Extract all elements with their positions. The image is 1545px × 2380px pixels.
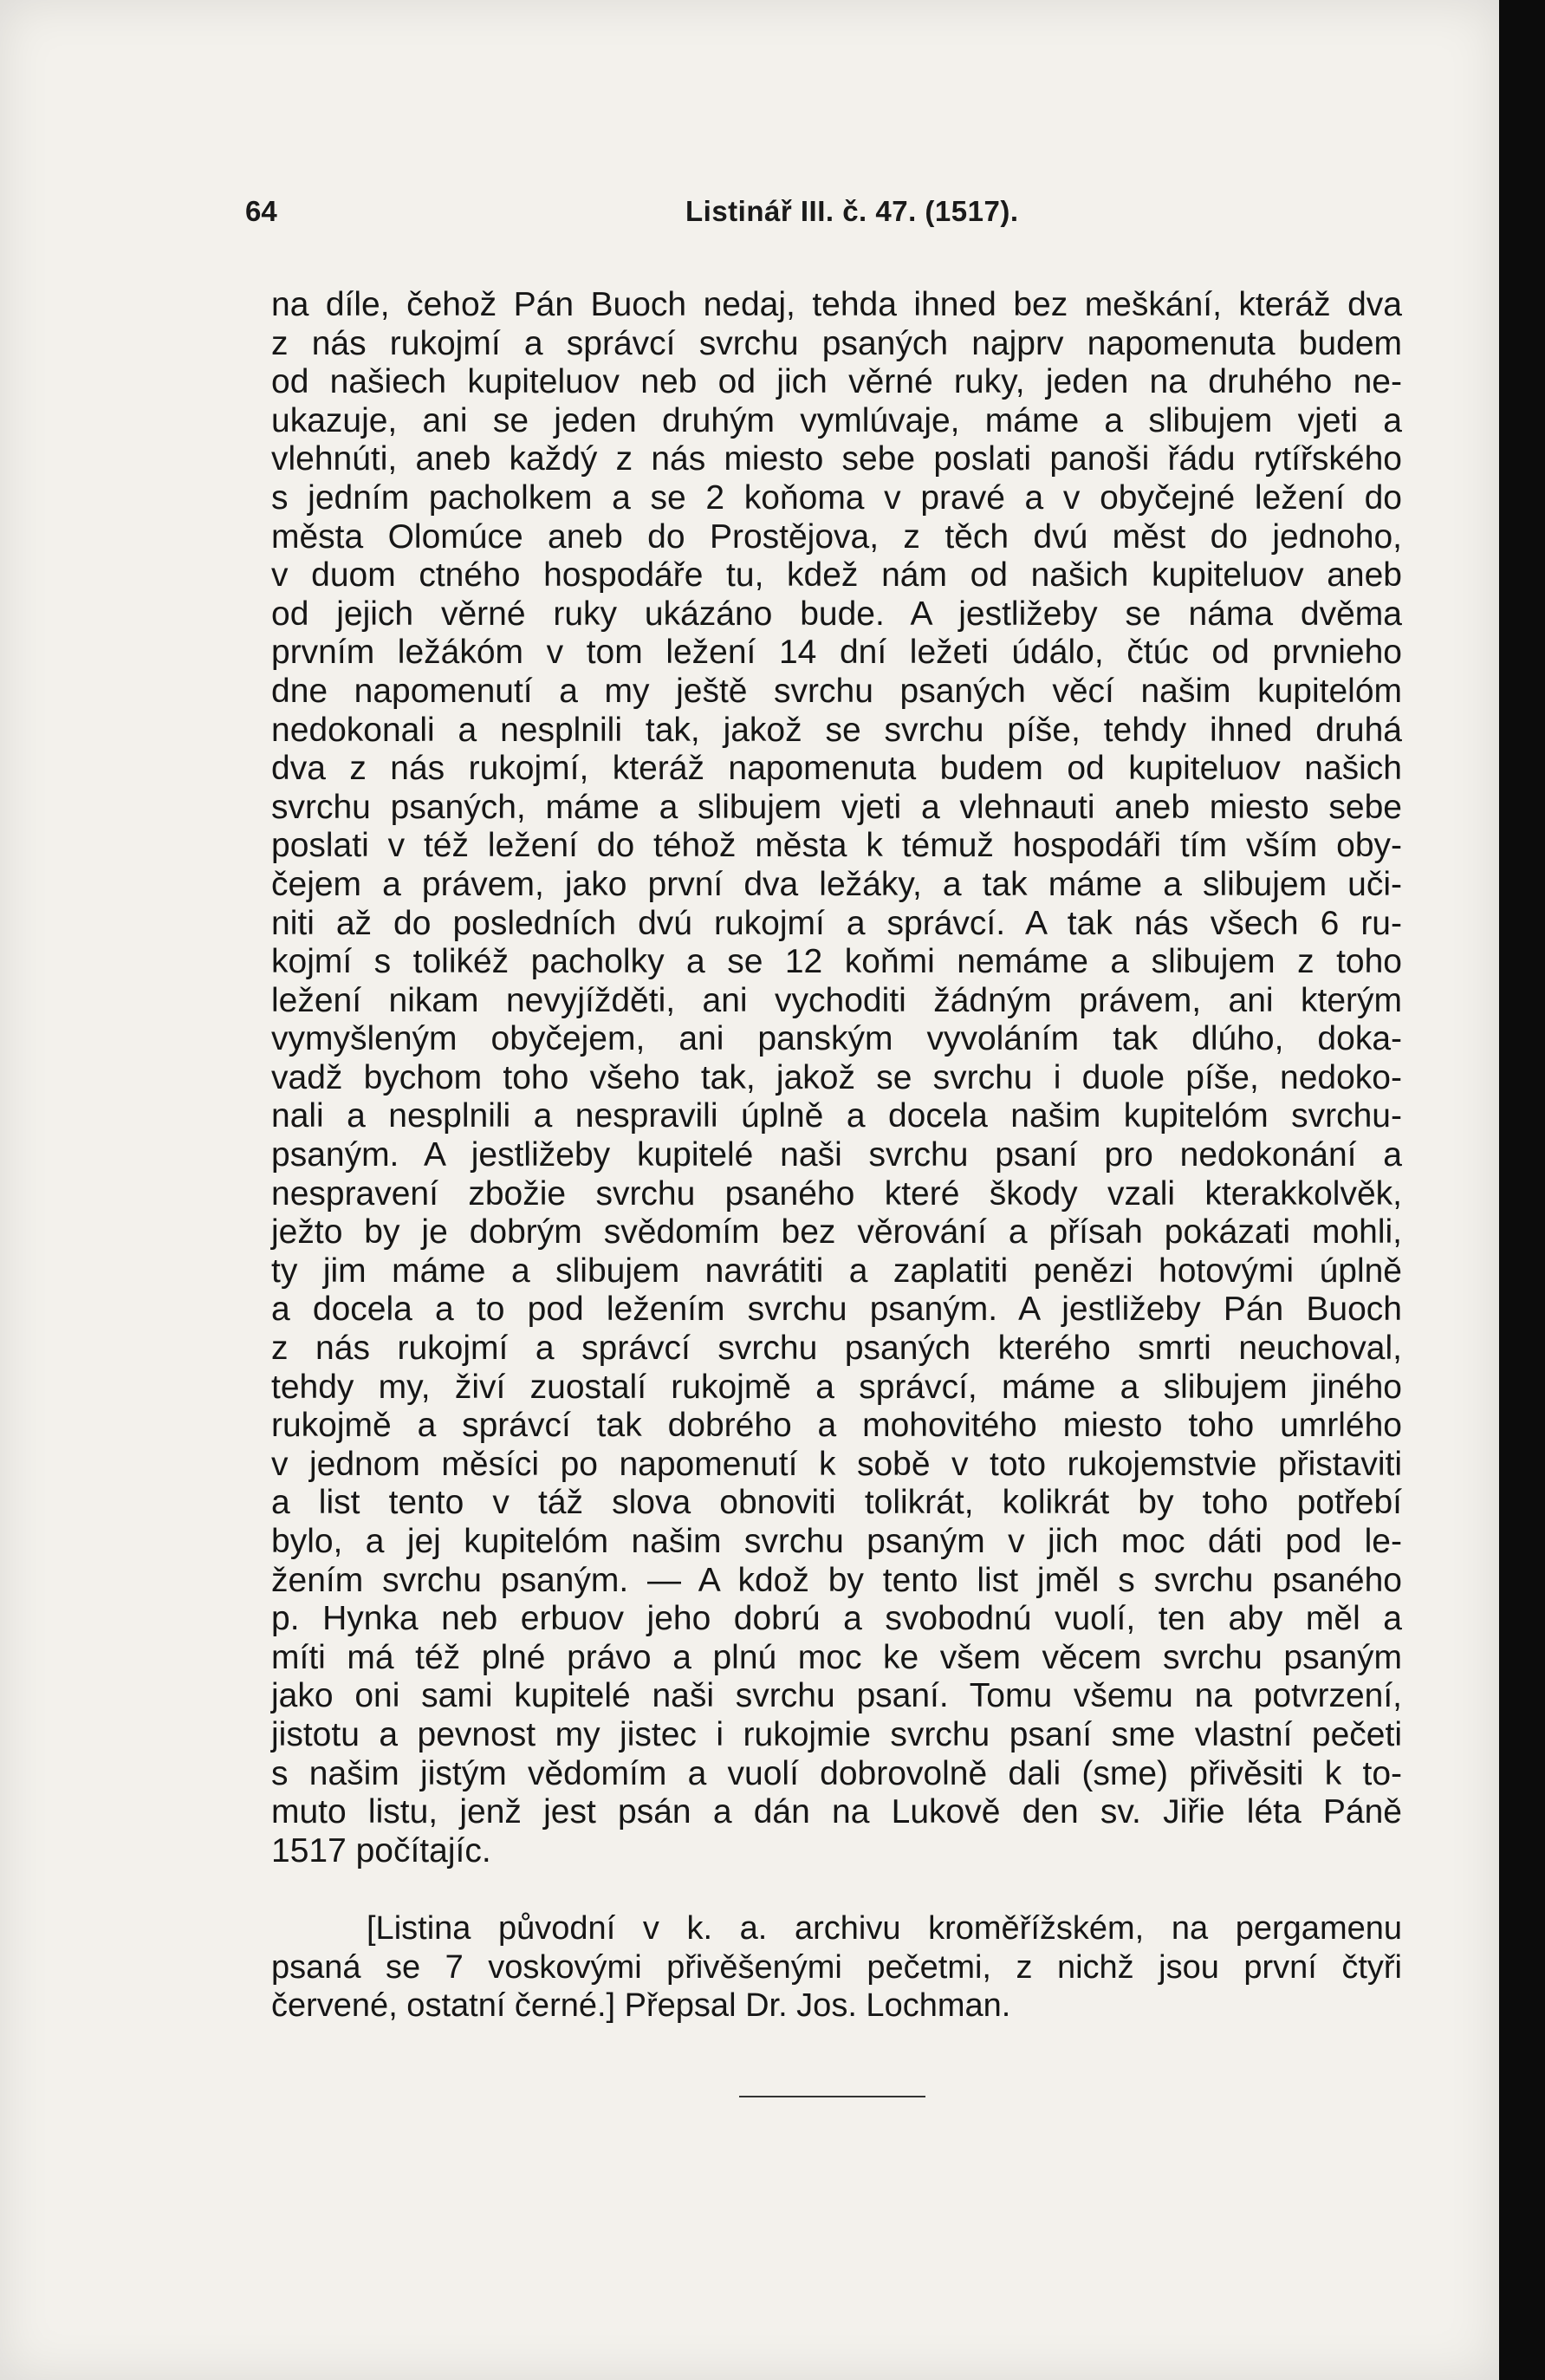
text-line: ježto by je dobrým svědomím bez věrování a přísah pokázati mohli, — [271, 1213, 1402, 1252]
text-line: jistotu a pevnost my jistec i rukojmie svrchu psaní sme vlastní pečeti — [271, 1715, 1402, 1753]
text-line: muto listu, jenž jest psán a dán na Lukově den sv. Jiřie léta Páně — [271, 1793, 1402, 1831]
text-line: v jednom měsíci po napomenutí k sobě v toto rukojemstvie přistaviti — [271, 1445, 1402, 1483]
text-line: na díle, čehož Pán Buoch nedaj, tehda ihned bez meškání, kteráž dva — [271, 286, 1402, 323]
text-line: a docela a to pod ležením svrchu psaným. A jestližeby Pán Buoch — [271, 1291, 1402, 1329]
text-line: ležení nikam nevyjížděti, ani vychoditi žádným právem, ani kterým — [271, 981, 1402, 1019]
page-number: 64 — [245, 195, 277, 227]
text-line: nedokonali a nesplnili tak, jakož se svrchu píše, tehdy ihned druhá — [271, 711, 1402, 749]
text-line: z nás rukojmí a správcí svrchu psaných najprv napomenuta budem — [271, 324, 1402, 362]
end-rule — [739, 2096, 925, 2097]
text-line: žením svrchu psaným. — A kdož by tento list jměl s svrchu psaného — [271, 1561, 1402, 1599]
text-line: s našim jistým vědomím a vuolí dobrovolně dali (sme) přivěsiti k to- — [271, 1754, 1402, 1792]
text-line: ukazuje, ani se jeden druhým vymlúvaje, máme a slibujem vjeti a — [271, 401, 1402, 439]
archival-note — [271, 1909, 1402, 2026]
text-line: kojmí s tolikéž pacholky a se 12 koňmi nemáme a slibujem z toho — [271, 943, 1402, 981]
text-line: dne napomenutí a my ještě svrchu psaných věcí našim kupitelóm — [271, 672, 1402, 710]
text-line: niti až do posledních dvú rukojmí a správcí. A tak nás všech 6 ru- — [271, 904, 1402, 942]
note-line: psaná se 7 voskovými přivěšenými pečetmi, z nichž jsou první čtyři — [271, 1948, 1402, 1986]
text-line: nespravení zbožie svrchu psaného které škody vzali kterakkolvěk, — [271, 1174, 1402, 1213]
text-line: psaným. A jestližeby kupitelé naši svrchu psaní pro nedokonání a — [271, 1136, 1402, 1174]
text-line: bylo, a jej kupitelóm našim svrchu psaným v jich moc dáti pod le- — [271, 1523, 1402, 1560]
text-line: p. Hynka neb erbuov jeho dobrú a svobodnú vuolí, ten aby měl a — [271, 1600, 1402, 1638]
text-line: v duom ctného hospodáře tu, kdež nám od našich kupiteluov aneb — [271, 556, 1402, 595]
text-line: vlehnúti, aneb každý z nás miesto sebe poslati panoši řádu rytířského — [271, 440, 1402, 478]
text-line: čejem a právem, jako první dva ležáky, a tak máme a slibujem uči- — [271, 865, 1402, 903]
text-line: a list tento v táž slova obnoviti tolikrát, kolikrát by toho potřebí — [271, 1484, 1402, 1522]
text-line: s jedním pacholkem a se 2 koňoma v pravé a v obyčejné ležení do — [271, 478, 1402, 517]
running-head: Listinář III. č. 47. (1517). — [685, 195, 1019, 227]
text-line: poslati v též ležení do téhož města k témuž hospodáři tím vším oby- — [271, 827, 1402, 865]
text-line: tehdy my, živí zuostalí rukojmě a správcí, máme a slibujem jiného — [271, 1368, 1402, 1406]
text-line: prvním ležákóm v tom ležení 14 dní ležeti údálo, čtúc od prvnieho — [271, 634, 1402, 672]
text-line: rukojmě a správcí tak dobrého a mohovitého miesto toho umrlého — [271, 1407, 1402, 1445]
charter-text — [271, 286, 1402, 1870]
text-line: jako oni sami kupitelé naši svrchu psaní. Tomu všemu na potvrzení, — [271, 1677, 1402, 1715]
note-line: [Listina původní v k. a. archivu kroměřížském, na pergamenu — [367, 1910, 1402, 1947]
page-header — [245, 195, 1112, 238]
text-line: z nás rukojmí a správcí svrchu psaných kterého smrti neuchoval, — [271, 1330, 1402, 1368]
text-line: města Olomúce aneb do Prostějova, z těch dvú měst do jednoho, — [271, 517, 1402, 556]
text-line: míti má též plné právo a plnú moc ke všem věcem svrchu psaným — [271, 1638, 1402, 1676]
text-line: od jejich věrné ruky ukázáno bude. A jestližeby se náma dvěma — [271, 595, 1402, 633]
text-line: nali a nesplnili a nespravili úplně a docela našim kupitelóm svrchu- — [271, 1097, 1402, 1135]
text-line: dva z nás rukojmí, kteráž napomenuta budem od kupiteluov našich — [271, 750, 1402, 788]
text-line: svrchu psaných, máme a slibujem vjeti a vlehnauti aneb miesto sebe — [271, 788, 1402, 826]
note-line: červené, ostatní černé.] Přepsal Dr. Jos. Lochman. — [271, 1987, 1011, 2025]
text-line: ty jim máme a slibujem navrátiti a zaplatiti penězi hotovými úplně — [271, 1252, 1402, 1290]
text-line: 1517 počítajíc. — [271, 1831, 491, 1870]
text-line: vymyšleným obyčejem, ani panským vyvoláním tak dlúho, doka- — [271, 1020, 1402, 1058]
text-line: od našiech kupiteluov neb od jich věrné ruky, jeden na druhého ne- — [271, 363, 1402, 401]
text-line: vadž bychom toho všeho tak, jakož se svrchu i duole píše, nedoko- — [271, 1058, 1402, 1096]
